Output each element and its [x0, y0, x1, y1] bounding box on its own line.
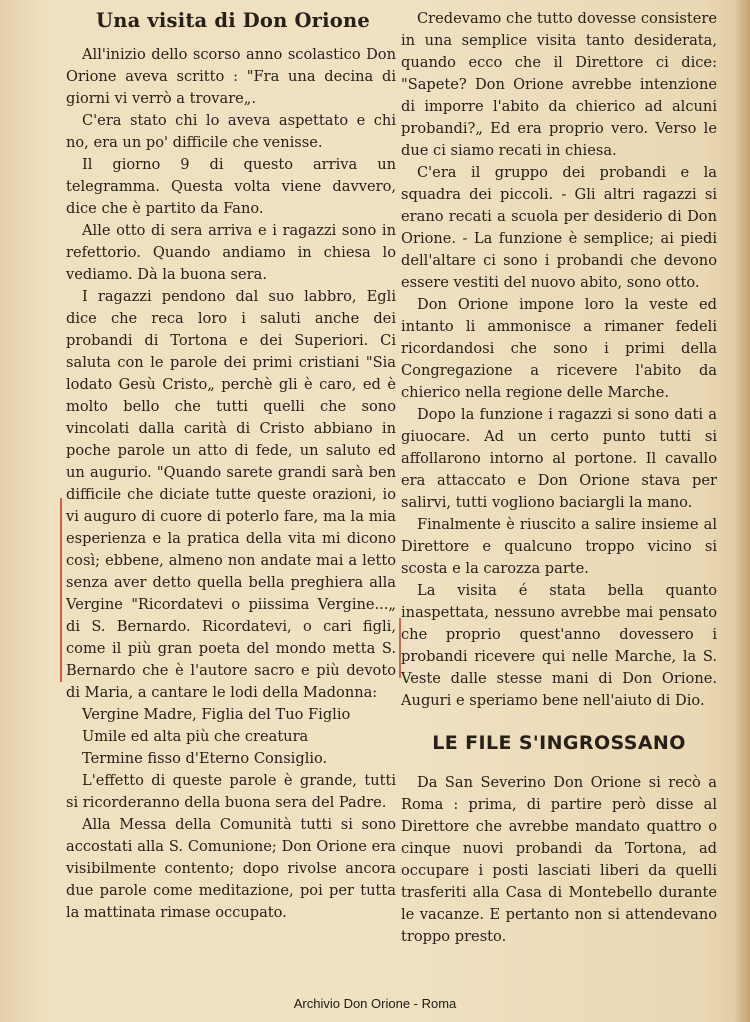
paragraph: I ragazzi pendono dal suo labbro, Egli dice che reca loro i saluti anche dei probandi di Tortona e dei Superiori. Ci saluta con le parole dei primi cristiani "Sia lodato Gesù Cristo„ perchè gli è caro, ed è molto bello che tutti quelli che sono vincolati dalla carità di Cristo abbiano in poche parole un atto di fede, un saluto ed un augurio. "Quando sarete grandi sarà ben difficile che diciate tutte queste orazioni, io vi auguro di cuore di poterlo fare, ma la mia esperienza e la pratica della vita mi dicono così; ebbene, almeno non andate mai a letto senza aver detto quella bella preghiera alla Vergine "Ricordatevi o piissima Vergine...„ di S. Bernardo. Ricordatevi, o cari figli, come il più gran poeta del mondo metta S. Bernardo che è l'autore sacro e più devoto di Maria, a cantare le lodi della Madonna: — [66, 288, 396, 701]
paragraph: Credevamo che tutto dovesse consistere in una semplice visita tanto desiderata, quando ecco che il Direttore ci dice: "Sapete? Don Orione avrebbe intenzione di imporre l'abito da chierico ad alcuni probandi?„ Ed era proprio vero. Verso le due ci siamo recati in chiesa. — [401, 10, 717, 159]
paragraph: C'era il gruppo dei probandi e la squadra dei piccoli. - Gli altri ragazzi si erano recati a scuola per desiderio di Don Orione. - La funzione è semplice; ai piedi dell'altare ci sono i probandi che devono essere vestiti del nuovo abito, sono otto. — [401, 164, 717, 291]
poem-line: Termine fisso d'Eterno Consiglio. — [82, 750, 328, 767]
poem-quote — [66, 704, 396, 770]
paragraph: C'era stato chi lo aveva aspettato e chi no, era un po' difficile che venisse. — [66, 112, 396, 151]
paragraph: L'effetto di queste parole è grande, tutti si ricorderanno della buona sera del Padre. — [66, 772, 396, 811]
article-title: Una visita di Don Orione — [96, 9, 370, 32]
left-column — [66, 8, 396, 924]
paragraph: Da San Severino Don Orione si recò a Roma : prima, di partire però disse al Direttore che avrebbe mandato quattro o cinque nuovi probandi da Tortona, ad occupare i posti lasciati liberi da quelli trasferiti alla Casa di Montebello durante le vacanze. E pertanto non si attendevano troppo presto. — [401, 774, 717, 945]
paragraph: Alle otto di sera arriva e i ragazzi sono in refettorio. Quando andiamo in chiesa lo vediamo. Dà la buona sera. — [66, 222, 396, 283]
paragraph: La visita é stata bella quanto inaspettata, nessuno avrebbe mai pensato che proprio quest'anno dovessero i probandi ricevere qui nelle Marche, la S. Veste dalle stesse mani di Don Orione. Auguri e speriamo bene nell'aiuto di Dio. — [401, 582, 717, 709]
paragraph: Finalmente è riuscito a salire insieme al Direttore e qualcuno troppo vicino si scosta e la carozza parte. — [401, 516, 717, 577]
poem-line: Vergine Madre, Figlia del Tuo Figlio — [82, 706, 351, 723]
page-edge-shadow — [734, 0, 750, 1022]
paragraph: Alla Messa della Comunità tutti si sono accostati alla S. Comunione; Don Orione era visibilmente contento; dopo rivolse ancora due parole come meditazione, poi per tutta la mattinata rimase occupato. — [66, 816, 396, 921]
margin-pencil-mark — [60, 498, 62, 682]
paragraph: Il giorno 9 di questo arriva un telegramma. Questa volta viene davvero, dice che è partito da Fano. — [66, 156, 396, 217]
paragraph: All'inizio dello scorso anno scolastico Don Orione aveva scritto : "Fra una decina di giorni vi verrò a trovare„. — [66, 46, 396, 107]
paragraph: Don Orione impone loro la veste ed intanto li ammonisce a rimaner fedeli ricordandosi che sono i primi della Congregazione a ricevere l'abito da chierico nella regione delle Marche. — [401, 296, 717, 401]
poem-line: Umile ed alta più che creatura — [82, 728, 309, 745]
archive-caption: Archivio Don Orione - Roma — [293, 996, 457, 1011]
paragraph: Dopo la funzione i ragazzi si sono dati a giuocare. Ad un certo punto tutti si affollarono intorno al portone. Il cavallo era attaccato e Don Orione stava per salirvi, tutti vogliono baciargli la mano. — [401, 406, 717, 511]
right-column — [401, 8, 717, 948]
section-heading: LE FILE S'INGROSSANO — [432, 732, 686, 754]
